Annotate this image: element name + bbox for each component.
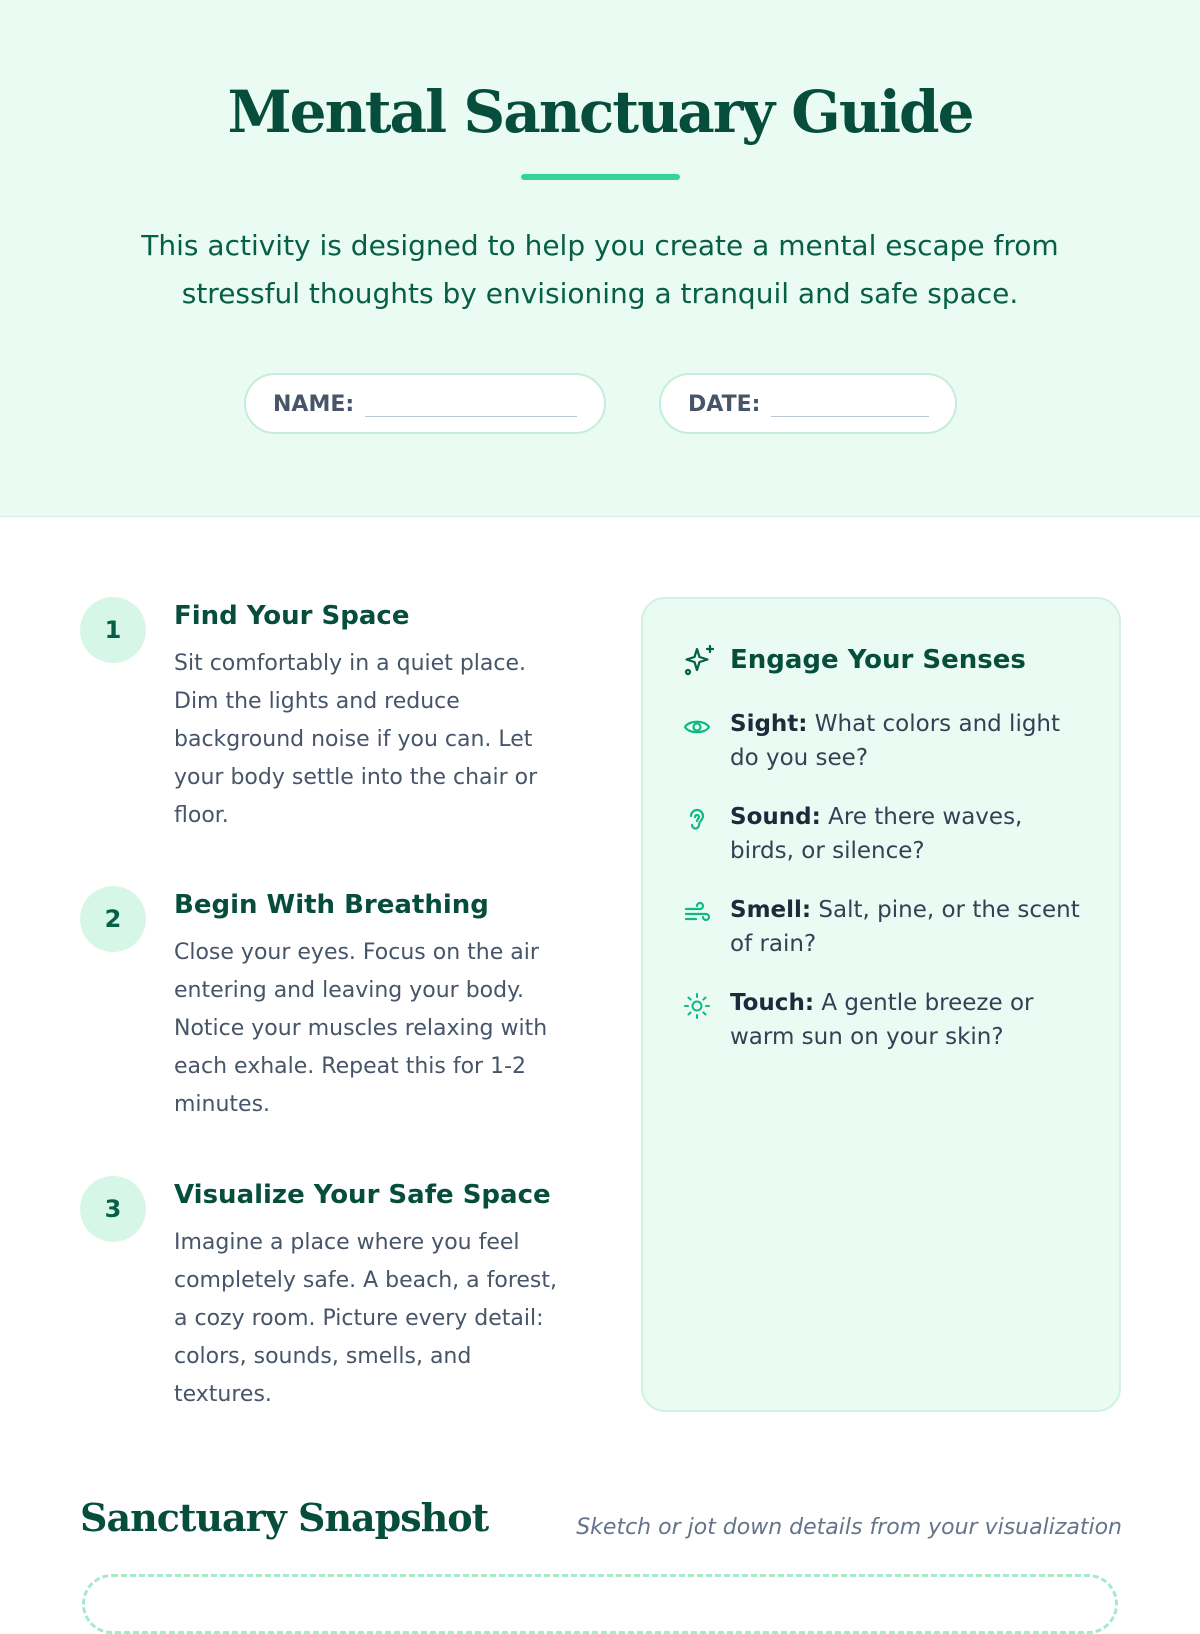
- step-number-badge: 1: [80, 597, 146, 663]
- sense-description: Salt, pine, or the scent of rain?: [730, 897, 1080, 957]
- date-label: DATE:: [688, 392, 761, 417]
- step-number-badge: 3: [80, 1176, 146, 1242]
- name-input-line[interactable]: [365, 416, 577, 417]
- sense-description: A gentle breeze or warm sun on your skin?: [730, 990, 1034, 1050]
- eye-icon: [683, 713, 711, 741]
- sense-text: [730, 800, 1090, 868]
- sense-label: Sound:: [730, 804, 821, 830]
- snapshot-title: Sanctuary Snapshot: [80, 1495, 489, 1540]
- date-field[interactable]: [659, 373, 957, 434]
- sense-description: What colors and light do you see?: [730, 711, 1061, 771]
- step-description: Sit comfortably in a quiet place. Dim the lights and reduce background noise if you can. Let your body settle into the chair or floor.: [174, 651, 538, 828]
- sparkles-icon: [683, 643, 717, 677]
- sense-text: [730, 707, 1090, 775]
- sense-text: [730, 893, 1090, 961]
- step-title: Begin With Breathing: [174, 890, 489, 920]
- step-title: Visualize Your Safe Space: [174, 1180, 551, 1210]
- step-description: Close your eyes. Focus on the air entering and leaving your body. Notice your muscles relaxing with each exhale. Repeat this for 1-2 minutes.: [174, 940, 548, 1117]
- step-title: Find Your Space: [174, 601, 410, 631]
- page-subtitle: This activity is designed to help you create a mental escape from stressful thoughts by envisioning a tranquil and safe space.: [141, 229, 1059, 310]
- senses-title: Engage Your Senses: [730, 645, 1026, 675]
- header-section: [0, 0, 1200, 517]
- snapshot-drawing-area[interactable]: [82, 1574, 1118, 1634]
- page-title: Mental Sanctuary Guide: [227, 78, 973, 146]
- date-input-line[interactable]: [771, 416, 929, 417]
- title-underline: [521, 174, 680, 180]
- senses-panel: [641, 597, 1121, 1412]
- name-field[interactable]: [244, 373, 606, 434]
- sun-icon: [683, 992, 711, 1020]
- sense-label: Smell:: [730, 897, 812, 923]
- sense-label: Sight:: [730, 711, 808, 737]
- name-label: NAME:: [273, 392, 355, 417]
- ear-icon: [683, 806, 711, 834]
- step-number-badge: 2: [80, 886, 146, 952]
- sense-label: Touch:: [730, 990, 815, 1016]
- step-description: Imagine a place where you feel completely safe. A beach, a forest, a cozy room. Picture every detail: colors, sounds, smells, and textures.: [174, 1230, 558, 1407]
- wind-icon: [683, 899, 711, 927]
- sense-text: [730, 986, 1090, 1054]
- snapshot-hint: Sketch or jot down details from your visualization: [576, 1515, 1122, 1540]
- sense-description: Are there waves, birds, or silence?: [730, 804, 1023, 864]
